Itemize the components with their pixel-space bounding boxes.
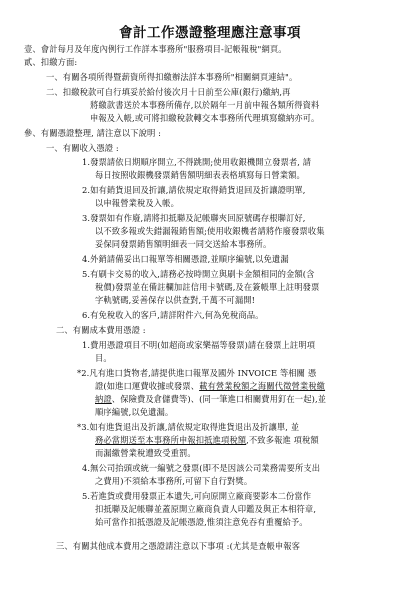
line-text: 而漏繳營業稅遭致受重罰 xyxy=(95,448,188,458)
line-text: 二、扣繳稅款可自行填妥於給付後次月十日前至公庫(銀行)繳納,再 xyxy=(46,87,291,97)
text-line xyxy=(77,368,316,379)
line-text-after: 、保險費及倉儲費等)、(同一筆進口相關費用釘在一起),並 xyxy=(111,394,327,404)
text-line xyxy=(82,463,320,474)
line-text: 4.無公司抬頭或統一編號之發票(即不是因該公司業務需要所支出 xyxy=(82,463,321,473)
text-line xyxy=(95,353,112,364)
line-text: 以申報營業稅及入帳。 xyxy=(95,198,179,208)
text-line xyxy=(77,422,299,433)
line-text: *3.如有進貨退出及折讓,請依規定取得進貨退出及折讓單, 並 xyxy=(77,422,300,432)
line-text: 一、有關各項所得暨薪資所得扣繳辦法詳本事務所"相關網頁連結"。 xyxy=(46,72,298,82)
line-text: 6.有免稅收入的客戶,請詳附件六,何為免稅商品。 xyxy=(82,310,264,320)
underlined-text: 務必當期送至本事務所申報扣抵進項稅額 xyxy=(95,435,247,445)
line-text: 順序編號,以免遺漏。 xyxy=(95,407,174,417)
line-text: 1.發票請依日期順序開立,不得跳開;使用收銀機開立發票者, 請 xyxy=(82,157,312,167)
line-text: 申報及入帳,或可將扣繳稅款轉交本事務所代理填寫繳納亦可。 xyxy=(90,113,320,123)
text-line xyxy=(95,198,179,209)
text-line xyxy=(46,143,119,154)
line-text: 證(如進口運費收據或發票、 xyxy=(95,381,200,391)
line-text: 5.若進貨或費用發票正本遺失,可向原開立廠商要影本二份當作 xyxy=(82,491,312,501)
line-text-after: 。 xyxy=(187,448,196,458)
text-line xyxy=(95,407,173,418)
line-text: 扣抵聯及記帳聯並蓋原開立廠商負責人印鑑及與正本相符章, xyxy=(95,504,317,514)
text-line xyxy=(95,295,255,306)
line-text-after: ,不致多報進 項稅額 xyxy=(246,435,319,445)
text-line xyxy=(24,128,161,139)
underlined-text: 載有營業稅額之海關代徵營業稅繳 xyxy=(199,381,326,391)
line-text: 3.發票如有作廢,請將扣抵聯及記帳聯夾回原號碼存根聯訂好, xyxy=(82,213,306,223)
text-line xyxy=(46,87,291,98)
line-text: 之費用)不須給本事務所,可留下自行對獎。 xyxy=(95,476,253,486)
text-line xyxy=(82,157,311,168)
line-text: 妥保同發票銷售額明細表一同交送給本事務所。 xyxy=(95,239,272,249)
line-text: 三、有關其他成本費用之憑證請注意以下事項 :(尤其是查帳申報客 xyxy=(56,541,301,551)
line-text: 4.外銷請備妥出口報單等相關憑證,並順序編號,以免遺漏 xyxy=(82,254,289,264)
line-text: 字軌號碼,妥善保存以供查對,千萬不可漏開! xyxy=(95,295,256,305)
line-text: 將繳款書送於本事務所備存,以於隔年一月前申報各類所得資料 xyxy=(90,100,320,110)
text-line xyxy=(46,72,297,83)
text-line xyxy=(95,170,305,181)
text-line xyxy=(95,394,326,405)
text-line xyxy=(82,213,306,224)
text-line xyxy=(24,44,287,55)
line-text: 始可當作扣抵憑證及記帳憑證,惟須注意免吞有重覆給予。 xyxy=(95,517,308,527)
text-line xyxy=(82,269,315,280)
text-line xyxy=(95,435,319,446)
text-line xyxy=(90,113,319,124)
text-line xyxy=(24,57,77,68)
underlined-text: 納證 xyxy=(95,394,112,404)
line-text: 壹、會計每月及年度內例行工作詳本事務所"服務項目-記帳報稅"網頁。 xyxy=(24,44,287,54)
text-line xyxy=(90,100,319,111)
line-text: *2.凡有進口貨物者,請提供進口報單及國外 INVOICE 等相關 憑 xyxy=(77,368,317,378)
text-line xyxy=(95,226,325,237)
text-line xyxy=(95,239,271,250)
line-text: 參、有關憑證整理, 請注意以下說明 : xyxy=(24,128,162,138)
text-line xyxy=(95,504,316,515)
line-text: 二、有關成本費用憑證 : xyxy=(56,325,146,335)
line-text: 稅價)發票並在備註欄加註信用卡號碼,及在簽帳單上註明發票 xyxy=(95,282,320,292)
line-text: 一、有關收入憑證 : xyxy=(46,143,119,153)
text-line xyxy=(82,254,289,265)
line-text: 目。 xyxy=(95,353,112,363)
line-text: 2.如有銷貨退回及折讓,請依規定取得銷貨退回及折讓證明單, xyxy=(82,185,306,195)
text-line xyxy=(56,325,146,336)
text-line xyxy=(95,476,252,487)
line-text: 每日按照收銀機發票銷售額明細表表格填寫每日營業額。 xyxy=(95,170,305,180)
text-line xyxy=(82,491,311,502)
text-line xyxy=(82,340,315,351)
line-text: 以不致多報或失錯漏報銷售額;使用收銀機者請將作廢發票收集 xyxy=(95,226,325,236)
text-line xyxy=(82,310,264,321)
line-text: 1.費用憑證項目不明(如超商或家樂福等發票)請在發票上註明項 xyxy=(82,340,316,350)
text-line xyxy=(56,541,300,552)
text-line xyxy=(82,185,306,196)
text-line xyxy=(95,282,319,293)
line-text: 貳、扣繳方面: xyxy=(24,57,78,67)
text-line xyxy=(95,448,196,459)
line-text: 5.有刷卡交易的收入,請務必按時開立與刷卡金額相同的金額(含 xyxy=(82,269,315,279)
page-title: 會計工作憑證整理應注意事項 xyxy=(119,25,301,41)
text-line xyxy=(95,381,325,392)
text-line xyxy=(95,517,308,528)
